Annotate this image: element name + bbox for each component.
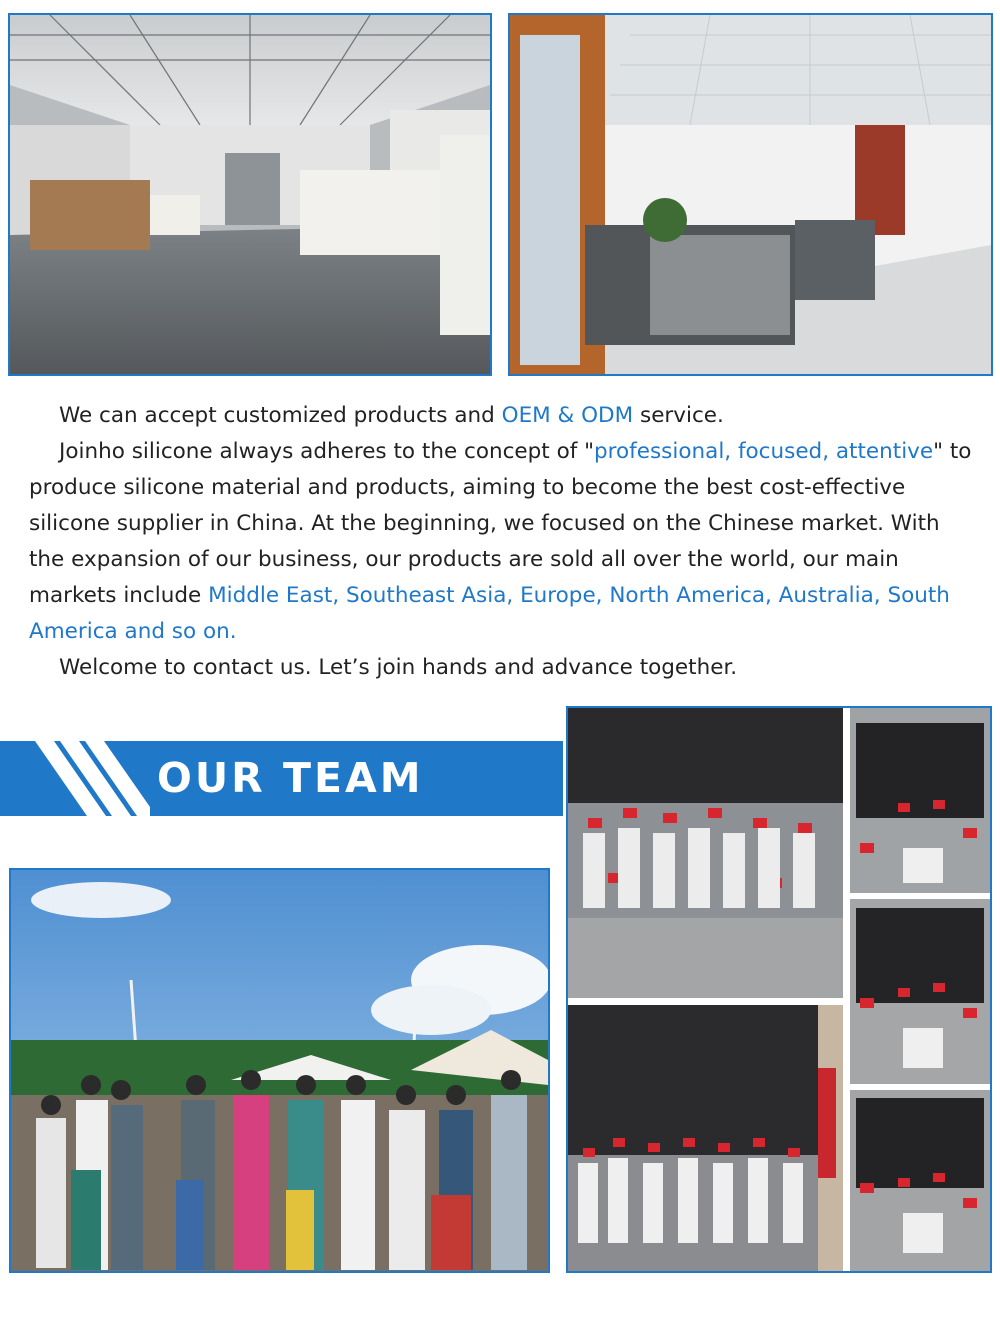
intro-paragraph-1: We can accept customized products and OEM & ODM service.: [59, 403, 724, 428]
banner-title: OUR TEAM: [157, 754, 424, 802]
markets-highlight: Middle East, Southeast Asia, Europe, North America, Australia, South America and so on.: [29, 583, 950, 644]
office-photo: [508, 13, 993, 376]
intro-text: [29, 398, 974, 686]
warehouse-photo: [8, 13, 492, 376]
team-collage-photo: [566, 706, 992, 1273]
oem-odm-highlight: OEM & ODM: [501, 403, 634, 428]
intro-paragraph-3: Welcome to contact us. Let’s join hands and advance together.: [59, 655, 738, 680]
concept-highlight: professional, focused, attentive: [594, 439, 934, 464]
our-team-banner: [0, 741, 563, 816]
team-outdoor-photo: [9, 868, 550, 1273]
stripes-decoration: [0, 741, 150, 816]
intro-paragraph-2: Joinho silicone always adheres to the concept of "professional, focused, attentive" to produce silicone material and products, aiming to become the best cost-effective silicone supplier in China. At the beginning, we focused on the Chinese market. With the expansion of our business, our products are sold all over the world, our main markets include Middle East, Southeast Asia, Europe, North America, Australia, South America and so on.: [29, 439, 972, 644]
